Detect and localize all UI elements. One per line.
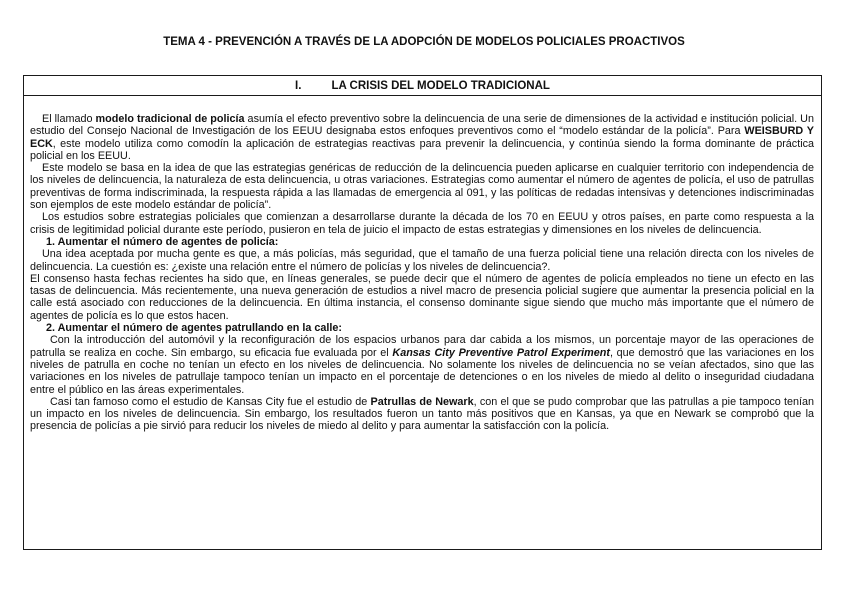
paragraph-7-text-c: , con el que se pudo comprobar que las patrullas a pie tampoco tenían un impacto en los niveles de delincuencia. Sin embargo, los resultados fueron un tanto más positivos que en Kansas, ya que en Newark se comprobó que la presencia de policías a pie sirvió para reducir los niveles de miedo al delito y para aumentar la satisfacción con la policía.: [30, 395, 814, 433]
document-title: TEMA 4 - PREVENCIÓN A TRAVÉS DE LA ADOPCIÓN DE MODELOS POLICIALES PROACTIVOS: [163, 36, 685, 48]
paragraph-1: [30, 113, 814, 162]
section-number: I.: [295, 80, 302, 92]
paragraph-1-text-c: asumía el efecto preventivo sobre la delincuencia de una serie de dimensiones de la actividad e institución policial. Un estudio del Consejo Nacional de Investigación de los EEUU designaba estos enfoques preventivos como el “modelo estándar de la policía”. Para: [30, 113, 814, 138]
term-patrullas-newark: Patrullas de Newark: [370, 395, 474, 408]
paragraph-1-text-e: , este modelo utiliza como comodín la aplicación de estrategias reactivas para prevenir la delincuencia, y continúa siendo la forma dominante de práctica policial en los EEUU.: [30, 137, 814, 162]
author-weisburd-eck: WEISBURD Y ECK: [30, 125, 814, 150]
subheading-1: 1. Aumentar el número de agentes de policía:: [46, 235, 279, 248]
section-heading: [24, 76, 821, 96]
section-box: [23, 75, 822, 550]
paragraph-6-text-c: , que demostró que las variaciones en los niveles de patrulla en coche no tenían un efecto en los niveles de delincuencia. No solamente los niveles de delincuencia no se veían afectados, sino que las variaciones en los niveles de patrullaje tampoco tenían un impacto en el porcentaje de detenciones o en los niveles de miedo al delito o inseguridad ciudadana entre el público en las áreas experimentales.: [30, 346, 814, 396]
paragraph-3: Los estudios sobre estrategias policiales que comienzan a desarrollarse durante la década de los 70 en EEUU y otros países, en parte como respuesta a la crisis de legitimidad policial durante este período, pusieron en tela de juicio el impacto de estas estrategias y dimensiones en los niveles de delincuencia.: [30, 211, 814, 236]
term-kansas-city-experiment: Kansas City Preventive Patrol Experiment: [392, 346, 610, 359]
paragraph-6-text-a: Con la introducción del automóvil y la reconfiguración de los espacios urbanos para dar cabida a los mismos, un porcentaje mayor de las operaciones de patrulla se realiza en coche. Sin embargo, su eficacia fue evaluada por el: [30, 334, 814, 359]
section-body: [24, 96, 821, 433]
term-modelo-tradicional: modelo tradicional de policía: [95, 113, 245, 125]
subheading-2: 2. Aumentar el número de agentes patrullando en la calle:: [46, 322, 342, 335]
paragraph-5: El consenso hasta fechas recientes ha sido que, en líneas generales, se puede decir que el número de agentes de policía empleados no tiene un efecto en las tasas de delincuencia. Más recientemente, una nueva generación de estudios a nivel macro de presencia policial sugiere que aumentar la presencia policial en la calle está asociado con reducciones de la delincuencia. En última instancia, el consenso dominante sigue siendo que mucho más importante que el número de agentes de policía es lo que estos hacen.: [30, 272, 814, 322]
paragraph-2: Este modelo se basa en la idea de que las estrategias genéricas de reducción de la delincuencia pueden aplicarse en cualquier territorio con independencia de los niveles de delincuencia, la naturaleza de esta delincuencia, u otras variaciones. Estrategias como aumentar el número de agentes de policía, el uso de patrullas preventivas de forma indiscriminada, la respuesta rápida a las llamadas de emergencia al 091, y las políticas de redadas intensivas y detenciones indiscriminadas son ejemplos de este modelo estándar de policía”.: [30, 162, 814, 212]
paragraph-7: [30, 396, 814, 433]
paragraph-1-text-a: El llamado: [42, 113, 96, 125]
paragraph-4: Una idea aceptada por mucha gente es que, a más policías, más seguridad, que el tamaño de una fuerza policial tiene una relación directa con los niveles de delincuencia. La cuestión es: ¿existe una relación entre el número de policías y los niveles de delincuencia?.: [30, 248, 814, 273]
paragraph-6: [30, 334, 814, 395]
paragraph-7-text-a: Casi tan famoso como el estudio de Kansas City fue el estudio de: [50, 395, 371, 408]
section-heading-text: LA CRISIS DEL MODELO TRADICIONAL: [331, 80, 550, 92]
